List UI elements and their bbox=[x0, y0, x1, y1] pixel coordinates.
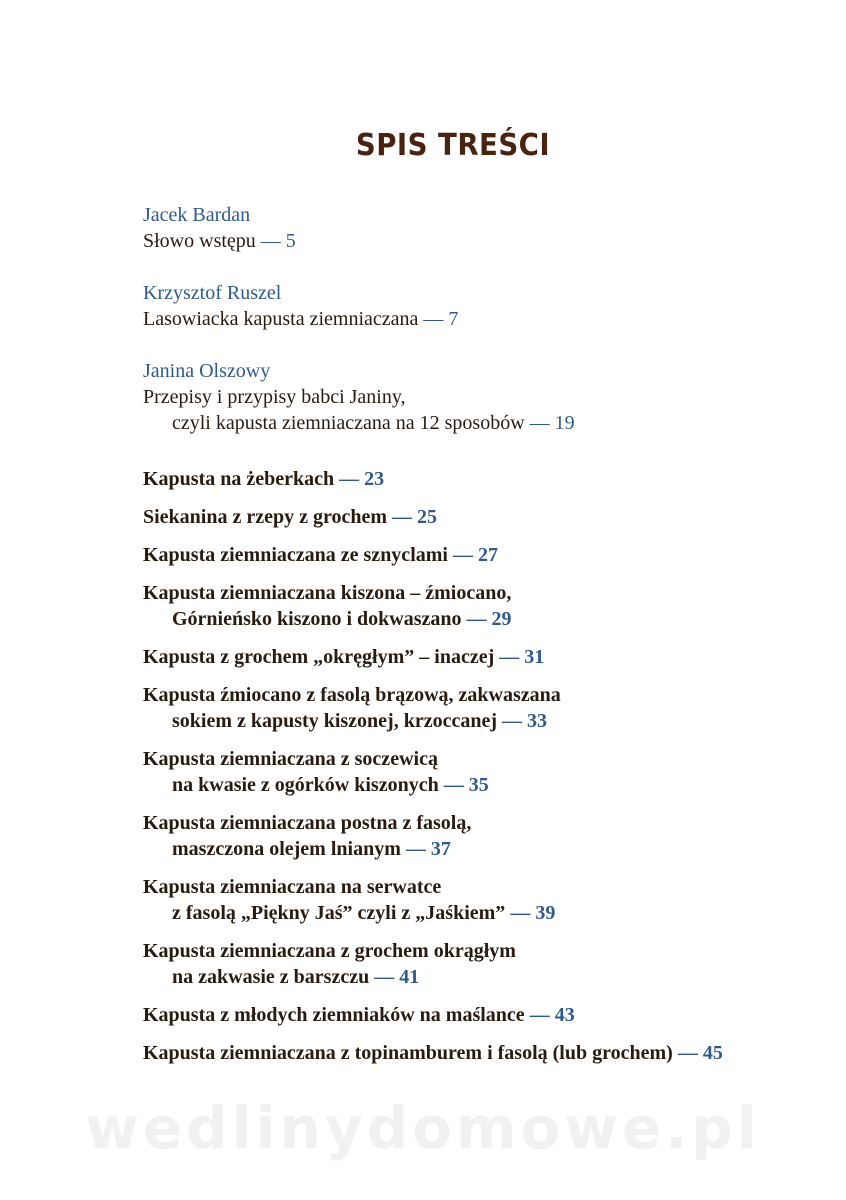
toc-dash: — bbox=[443, 774, 464, 796]
toc-page-number: 23 bbox=[364, 468, 385, 490]
toc-recipe-entry bbox=[143, 746, 803, 798]
toc-entry-line: Kapusta ziemniaczana z grochem okrągłym bbox=[143, 940, 516, 962]
toc-entry-line bbox=[143, 228, 803, 254]
toc-recipe-entry bbox=[143, 810, 803, 862]
toc-entry-title: czyli kapusta ziemniaczana na 12 sposobów bbox=[172, 412, 525, 434]
toc-entry-line: Kapusta ziemniaczana z soczewicą bbox=[143, 748, 438, 770]
toc-entry-line bbox=[143, 1040, 803, 1066]
toc-dash: — bbox=[423, 308, 444, 330]
toc-page-number: 29 bbox=[491, 608, 512, 630]
table-of-contents bbox=[143, 202, 803, 1078]
toc-dash: — bbox=[466, 608, 487, 630]
toc-entry-title: Kapusta ziemniaczana ze sznyclami bbox=[143, 544, 448, 566]
toc-page-number: 7 bbox=[448, 308, 459, 330]
toc-page-number: 45 bbox=[702, 1042, 723, 1064]
toc-dash: — bbox=[260, 230, 281, 252]
toc-recipe-entry bbox=[143, 466, 803, 492]
toc-page-number: 41 bbox=[399, 966, 420, 988]
toc-page-number: 27 bbox=[477, 544, 498, 566]
toc-dash: — bbox=[392, 506, 413, 528]
toc-intro-entry bbox=[143, 280, 803, 332]
toc-entry-line: Przepisy i przypisy babci Janiny, bbox=[143, 386, 406, 408]
toc-recipe-entry bbox=[143, 580, 803, 632]
toc-author: Janina Olszowy bbox=[143, 360, 271, 382]
toc-page-number: 35 bbox=[468, 774, 489, 796]
toc-page-number: 43 bbox=[554, 1004, 575, 1026]
toc-page-number: 5 bbox=[285, 230, 296, 252]
toc-entry-line bbox=[143, 542, 803, 568]
toc-page-number: 39 bbox=[535, 902, 556, 924]
toc-entry-line bbox=[143, 466, 803, 492]
toc-intro-entry bbox=[143, 202, 803, 254]
toc-entry-title: sokiem z kapusty kiszonej, krzoccanej bbox=[172, 710, 497, 732]
toc-recipe-entry bbox=[143, 1040, 803, 1066]
toc-entry-line bbox=[143, 836, 803, 862]
toc-author: Jacek Bardan bbox=[143, 204, 251, 226]
toc-recipe-entry bbox=[143, 938, 803, 990]
toc-entry-title: na kwasie z ogórków kiszonych bbox=[172, 774, 439, 796]
toc-entry-title: Słowo wstępu bbox=[143, 230, 256, 252]
toc-page-number: 19 bbox=[554, 412, 575, 434]
toc-entry-title: Siekanina z rzepy z grochem bbox=[143, 506, 388, 528]
toc-entry-title: Kapusta na żeberkach bbox=[143, 468, 335, 490]
watermark: wedlinydomowe.pl bbox=[85, 1094, 761, 1162]
toc-recipe-entry bbox=[143, 542, 803, 568]
toc-entry-title: na zakwasie z barszczu bbox=[172, 966, 370, 988]
toc-entry-title: Górnieńsko kiszono i dokwaszano bbox=[172, 608, 462, 630]
toc-entry-title: z fasolą „Piękny Jaś” czyli z „Jaśkiem” bbox=[172, 902, 506, 924]
toc-entry-line: Kapusta ziemniaczana na serwatce bbox=[143, 876, 442, 898]
toc-dash: — bbox=[499, 646, 520, 668]
toc-entry-line bbox=[143, 306, 803, 332]
toc-page-number: 33 bbox=[526, 710, 547, 732]
toc-entry-title: Kapusta z młodych ziemniaków na maślance bbox=[143, 1004, 525, 1026]
toc-author: Krzysztof Ruszel bbox=[143, 282, 282, 304]
toc-page-number: 37 bbox=[430, 838, 451, 860]
toc-entry-line bbox=[143, 410, 803, 436]
toc-dash: — bbox=[510, 902, 531, 924]
toc-recipe-entry bbox=[143, 504, 803, 530]
toc-entry-title: Lasowiacka kapusta ziemniaczana bbox=[143, 308, 419, 330]
toc-entry-line: Kapusta źmiocano z fasolą brązową, zakwaszana bbox=[143, 684, 561, 706]
toc-recipe-entry bbox=[143, 1002, 803, 1028]
toc-entry-title: maszczona olejem lnianym bbox=[172, 838, 401, 860]
toc-dash: — bbox=[374, 966, 395, 988]
toc-recipe-entry bbox=[143, 644, 803, 670]
toc-entry-line bbox=[143, 964, 803, 990]
toc-dash: — bbox=[529, 412, 550, 434]
toc-entry-line: Kapusta ziemniaczana postna z fasolą, bbox=[143, 812, 472, 834]
toc-page-number: 31 bbox=[524, 646, 545, 668]
toc-entry-line: Kapusta ziemniaczana kiszona – źmiocano, bbox=[143, 582, 512, 604]
toc-page-number: 25 bbox=[417, 506, 438, 528]
toc-dash: — bbox=[405, 838, 426, 860]
toc-entry-line bbox=[143, 708, 803, 734]
toc-dash: — bbox=[452, 544, 473, 566]
toc-entry-title: Kapusta z grochem „okręgłym” – inaczej bbox=[143, 646, 495, 668]
toc-entry-line bbox=[143, 900, 803, 926]
page-title: SPIS TREŚCI bbox=[355, 128, 551, 163]
toc-entry-line bbox=[143, 504, 803, 530]
toc-dash: — bbox=[501, 710, 522, 732]
toc-entry-line bbox=[143, 644, 803, 670]
toc-entry-title: Kapusta ziemniaczana z topinamburem i fasolą (lub grochem) bbox=[143, 1042, 673, 1064]
toc-dash: — bbox=[529, 1004, 550, 1026]
toc-intro-entry bbox=[143, 358, 803, 436]
toc-recipe-entry bbox=[143, 874, 803, 926]
toc-dash: — bbox=[339, 468, 360, 490]
toc-entry-line bbox=[143, 1002, 803, 1028]
toc-dash: — bbox=[677, 1042, 698, 1064]
toc-entry-line bbox=[143, 606, 803, 632]
toc-entry-line bbox=[143, 772, 803, 798]
toc-recipe-entry bbox=[143, 682, 803, 734]
